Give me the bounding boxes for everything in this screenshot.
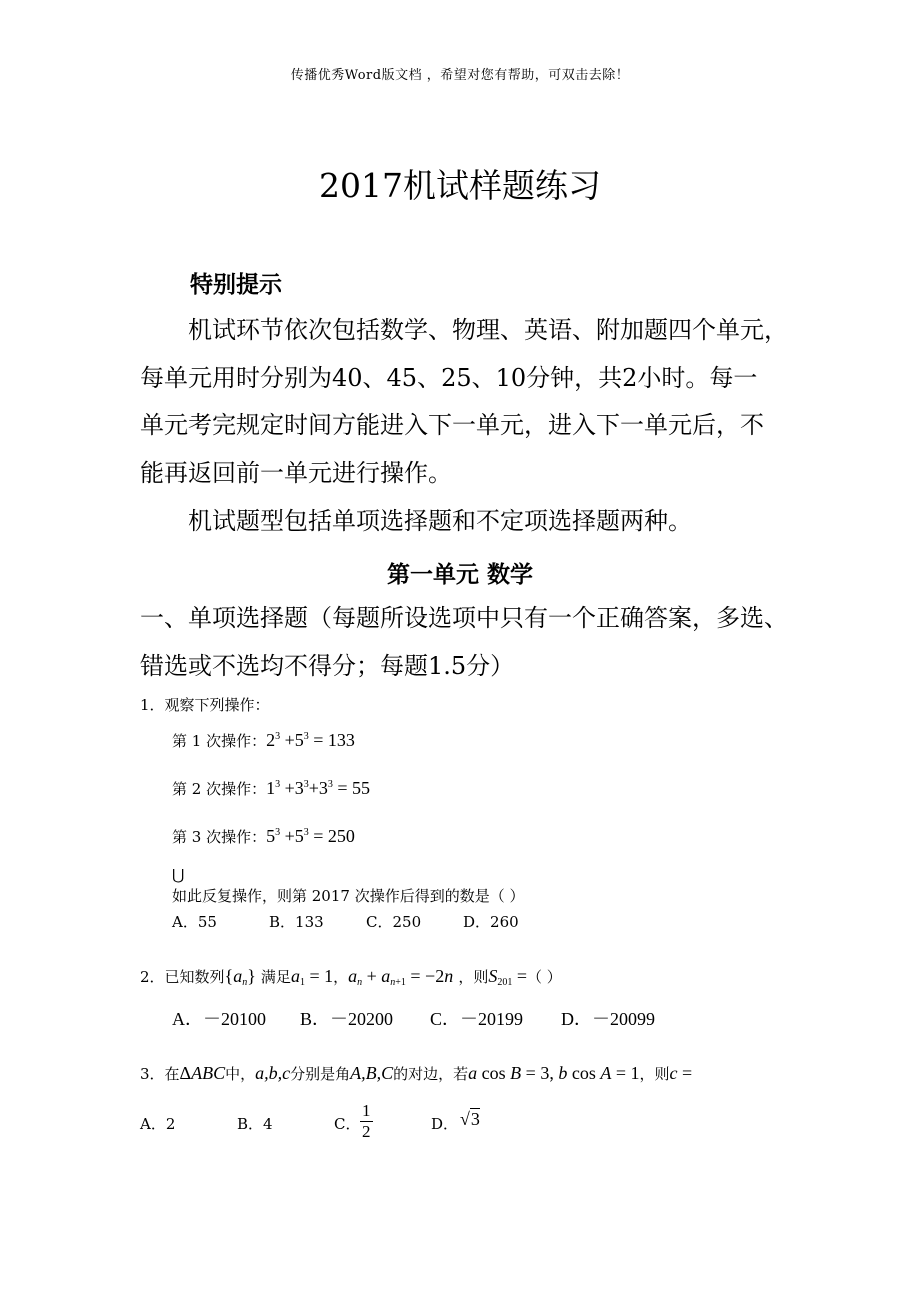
- section-line-2: 错选或不选均不得分；每题1.5分）: [140, 652, 515, 680]
- q1-op1-label: 第 1 次操作：: [172, 732, 267, 750]
- q3-sides: a,b,c: [255, 1063, 291, 1083]
- q1-option-d: D．260: [463, 913, 519, 931]
- header-note: 传播优秀Word版文档 ，希望对您有帮助，可双击去除！: [290, 68, 630, 83]
- q1-op2-label: 第 2 次操作：: [172, 780, 267, 798]
- q3-mid-1: 中，: [225, 1065, 256, 1083]
- q1-op2-formula: $1^3 +3^3+3^3 = 55$: [266, 778, 371, 798]
- tip-line-4: 能再返回前一单元进行操作。: [140, 459, 452, 487]
- q3-option-c: C．: [334, 1115, 361, 1133]
- q3-option-a: A．2: [140, 1115, 176, 1133]
- q1-ask: 如此反复操作，则第 2017 次操作后得到的数是（ ）: [172, 887, 525, 905]
- q2-cond-2: $a_n + a_{n+1} = -2n$: [348, 966, 454, 988]
- q1-options: [172, 911, 519, 932]
- q1-op3: [172, 826, 355, 847]
- q2-options: [172, 1005, 655, 1031]
- q2-target: $S_{201}$ =: [488, 966, 527, 988]
- q3-mid-4: ，则: [639, 1065, 670, 1083]
- q3-mid-3: 的对边，若: [393, 1065, 469, 1083]
- tip-line-1: 机试环节依次包括数学、物理、英语、附加题四个单元，: [188, 316, 788, 344]
- unit-heading: 第一单元 数学: [386, 562, 533, 588]
- section-line-1: 一、单项选择题（每题所设选项中只有一个正确答案，多选、: [140, 604, 788, 632]
- q1-stem: 1．观察下列操作：: [140, 696, 270, 714]
- q3-option-b: B．4: [237, 1115, 273, 1133]
- q2-option-d: D．－20099: [561, 1009, 655, 1029]
- q2-option-a: A．－20100: [172, 1009, 266, 1029]
- q1-op3-label: 第 3 次操作：: [172, 828, 267, 846]
- q2-then: ，则: [458, 968, 489, 986]
- page-title: 2017机试样题练习: [319, 166, 601, 205]
- q1-option-a: A．55: [172, 913, 217, 931]
- tip-line-3: 单元考完规定时间方能进入下一单元，进入下一单元后，不: [140, 411, 764, 439]
- q3-mid-2: 分别是角: [290, 1065, 351, 1083]
- q3-num: 3．在: [140, 1065, 180, 1083]
- q2-satisfy: 满足: [260, 968, 291, 986]
- tip-heading: 特别提示: [190, 272, 282, 298]
- q1-op1: [172, 730, 355, 751]
- q1-op2: [172, 778, 370, 799]
- q2-seq: $\{a_n\}$: [224, 966, 256, 988]
- tip-line-2: 每单元用时分别为40、45、25、10分钟，共2小时。每一: [140, 364, 758, 392]
- q3-option-c-fraction: $\frac{1}{2}$: [362, 1101, 371, 1141]
- q2-num: 2．已知数列: [140, 968, 225, 986]
- q1-op3-formula: $5^3 +5^3 = 250$: [266, 826, 355, 846]
- q1-option-b: B．133: [269, 913, 324, 931]
- q2-option-c: C．－20199: [430, 1009, 524, 1029]
- q2-paren: （ ）: [526, 968, 562, 986]
- q3-option-d: D．: [431, 1115, 459, 1133]
- tip-line-5: 机试题型包括单项选择题和不定项选择题两种。: [188, 507, 692, 535]
- q3-option-d-sqrt: √3: [460, 1109, 480, 1129]
- q1-op1-formula: $2^3 +5^3 = 133$: [266, 730, 355, 750]
- q3-stem: [140, 1063, 692, 1084]
- q2-stem: 2．已知数列$\{a_n\}$ 满足$a_1 = 1$，$a_n + a_{n+1} = -2n$ ，则$S_{201}$ =（ ）: [140, 966, 562, 988]
- q1-option-c: C．250: [366, 913, 422, 931]
- q3-triangle: ΔABC: [179, 1063, 226, 1083]
- q2-cond-1: $a_1 = 1$: [290, 966, 334, 988]
- q3-angles: A,B,C: [350, 1063, 394, 1083]
- q1-marker: ⋃: [172, 866, 185, 884]
- q3-target: c =: [669, 1063, 693, 1083]
- q2-option-b: B．－20200: [300, 1009, 394, 1029]
- q3-condition: a cos B = 3, b cos A = 1: [468, 1063, 640, 1083]
